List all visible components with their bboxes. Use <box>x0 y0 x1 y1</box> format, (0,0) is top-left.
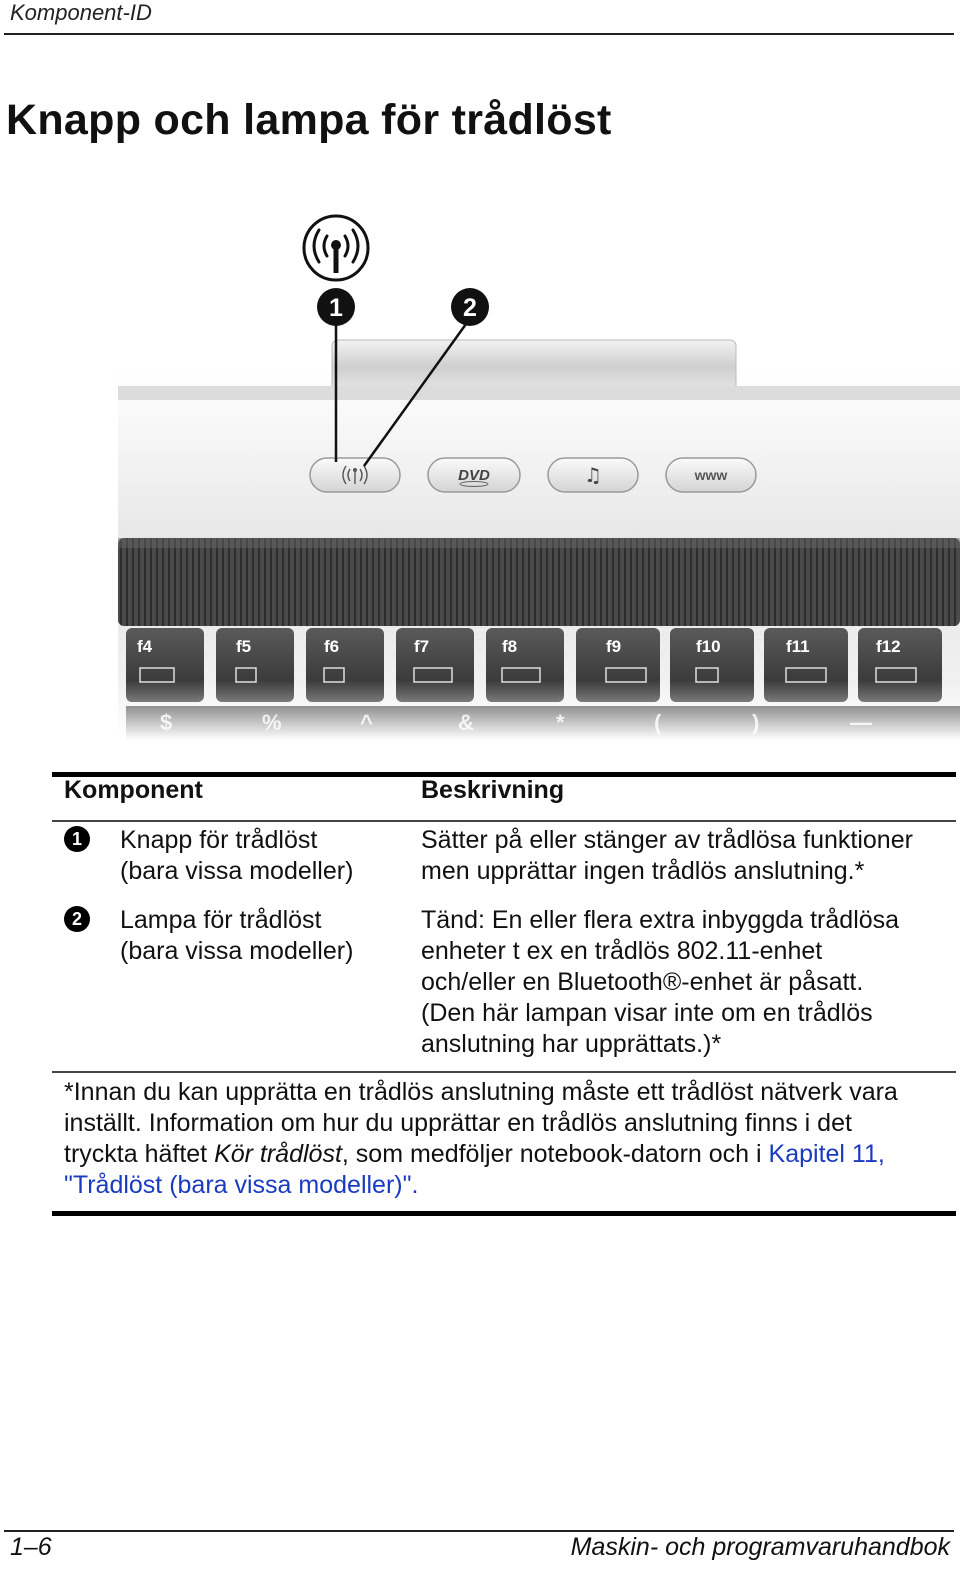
dvd-button <box>428 458 520 492</box>
chapter-11-link-title[interactable]: "Trådlöst (bara vissa modeller)". <box>64 1171 419 1199</box>
svg-text:f5: f5 <box>236 637 252 656</box>
column-header-component: Komponent <box>64 776 203 804</box>
svg-text:♫: ♫ <box>584 463 602 487</box>
chapter-11-link[interactable]: Kapitel 11, <box>768 1140 885 1168</box>
row-2-description: Tänd: En eller flera extra inbyggda trådlösa enheter t ex en trådlös 802.11-enhet och/eller en Bluetooth®-enhet är påsatt. (Den här lampan visar inte om en trådlös anslutning har upprättats.)* <box>421 906 900 1058</box>
row-1-callout: 1 <box>64 826 90 852</box>
table-bottom-rule <box>52 1211 956 1216</box>
svg-text:f8: f8 <box>502 637 518 656</box>
row-2-component: Lampa för trådlöst (bara vissa modeller) <box>120 906 354 965</box>
row-1-component: Knapp för trådlöst (bara vissa modeller) <box>120 826 354 885</box>
column-header-description: Beskrivning <box>421 776 565 804</box>
wireless-button <box>310 458 400 492</box>
www-label: www <box>694 467 728 483</box>
svg-text:f10: f10 <box>696 637 721 656</box>
svg-text:f4: f4 <box>137 637 153 656</box>
footnote-divider <box>52 1071 956 1073</box>
row-2-callout: 2 <box>64 906 90 932</box>
speaker-grill <box>118 538 960 626</box>
svg-text:f11: f11 <box>786 637 810 656</box>
footer-rule <box>4 1530 954 1532</box>
header-rule <box>4 33 954 35</box>
book-title: Maskin- och programvaruhandbok <box>570 1533 950 1561</box>
svg-text:f6: f6 <box>324 637 340 656</box>
row-1-description: Sätter på eller stänger av trådlösa funktioner men upprättar ingen trådlös anslutning.* <box>421 826 913 885</box>
callout-marker-1 <box>317 288 355 326</box>
svg-text:f9: f9 <box>606 637 622 656</box>
svg-text:f12: f12 <box>876 637 901 656</box>
svg-text:f7: f7 <box>414 637 430 656</box>
hinge <box>332 340 736 394</box>
footnote: *Innan du kan upprätta en trådlös anslutning måste ett trådlöst nätverk vara inställt. Information om hur du upprättar en trådlös anslutning finns i det tryckta häftet Kör trådlöst, som medföljer notebook-datorn och i Kapitel 11, "Trådlöst (bara vissa modeller)". <box>64 1078 898 1199</box>
laptop-keyboard-figure <box>0 200 960 740</box>
svg-text:2: 2 <box>463 294 477 322</box>
page-header-label: Komponent-ID <box>10 0 152 25</box>
page-number: 1–6 <box>10 1533 52 1561</box>
wireless-icon <box>304 216 368 280</box>
page-title: Knapp och lampa för trådlöst <box>6 96 612 144</box>
callout-marker-2 <box>451 288 489 326</box>
header-divider <box>52 820 956 822</box>
music-button <box>548 458 638 492</box>
dvd-label: DVD <box>458 467 490 484</box>
svg-text:1: 1 <box>329 294 343 322</box>
www-button <box>666 458 756 492</box>
